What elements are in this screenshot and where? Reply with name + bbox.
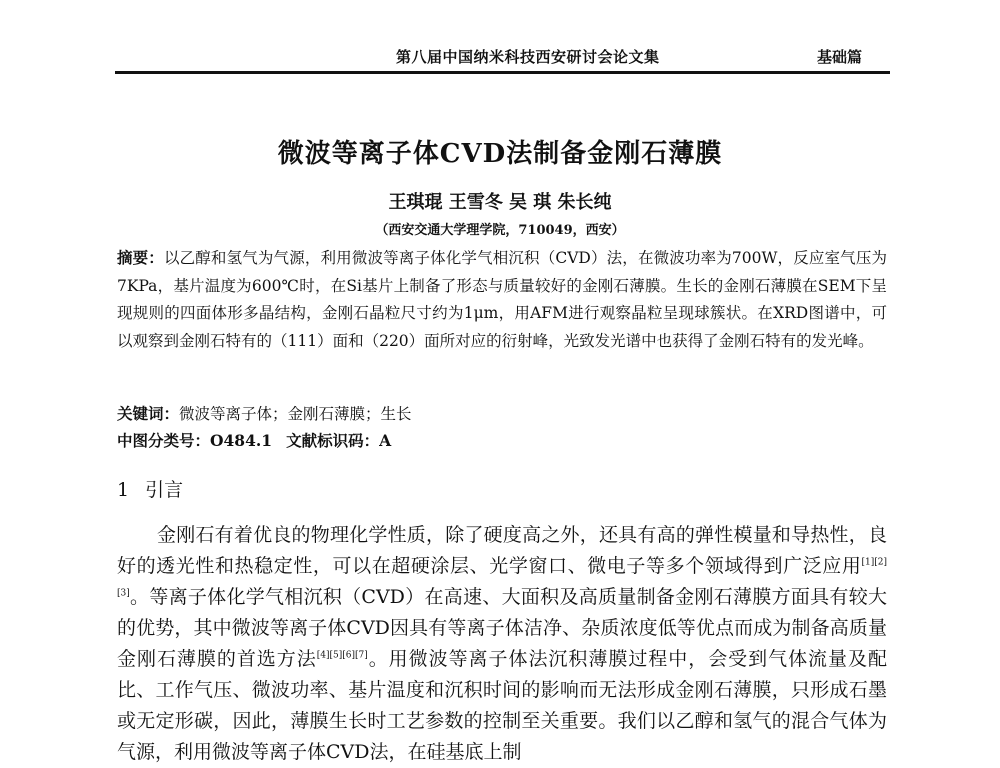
body-paragraph: [117, 520, 887, 768]
section-title: 引言: [145, 479, 184, 501]
keywords-text: 微波等离子体；金刚石薄膜；生长: [179, 405, 412, 423]
running-header-section: 基础篇: [817, 48, 863, 66]
keywords-label: 关键词：: [117, 404, 180, 423]
body-text-part2: 。等离子体化学气相沉积（CVD）在高速、大面积及高质量制备金刚石薄膜方面具有较大的优势，其中微波等离子体CVD因具有等离子体洁净、杂质浓度低等优点而成为制备高质量金刚石薄膜的首选方法: [117, 586, 887, 670]
clc-value: O484.1: [210, 431, 273, 450]
doc-code-label: 文献标识码：: [286, 431, 380, 450]
abstract-label: 摘要：: [117, 248, 164, 267]
citation-ref: [4][5][6][7]: [316, 650, 368, 661]
clc-label: 中图分类号：: [117, 431, 211, 450]
abstract-text: 以乙醇和氢气为气源，利用微波等离子体化学气相沉积（CVD）法，在微波功率为700W，反应室气压为7KPa，基片温度为600℃时，在Si基片上制备了形态与质量较好的金刚石薄膜。生长的金刚石薄膜在SEM下呈现规则的四面体形多晶结构，金刚石晶粒尺寸约为1μm，用AFM进行观察晶粒呈现球簇状。在XRD图谱中，可以观察到金刚石特有的（111）面和（220）面所对应的衍射峰，光致发光谱中也获得了金刚石特有的发光峰。: [117, 249, 887, 350]
affiliation: （西安交通大学理学院，710049，西安）: [375, 223, 625, 238]
paper-title: 微波等离子体CVD法制备金刚石薄膜: [277, 139, 723, 169]
running-header-journal: 第八届中国纳米科技西安研讨会论文集: [396, 48, 660, 66]
keywords: [117, 402, 412, 424]
header-rule: [115, 71, 890, 74]
citation-ref: [1][2][3]: [117, 557, 887, 599]
body-text-part3: 。用微波等离子体法沉积薄膜过程中，会受到气体流量及配比、工作气压、微波功率、基片温度和沉积时间的影响而无法形成金刚石薄膜，只形成石墨或无定形碳，因此，薄膜生长时工艺参数的控制至关重要。我们以乙醇和氢气的混合气体为气源，利用微波等离子体CVD法，在硅基底上制: [117, 648, 887, 763]
authors: 王琪琨 王雪冬 吴 琪 朱长纯: [388, 192, 612, 213]
doc-code-value: A: [379, 431, 392, 450]
classification: [117, 429, 391, 451]
section-heading: [117, 475, 183, 502]
section-number: 1: [117, 479, 130, 501]
body-text-part1: 金刚石有着优良的物理化学性质，除了硬度高之外，还具有高的弹性模量和导热性，良好的透光性和热稳定性，可以在超硬涂层、光学窗口、微电子等多个领域得到广泛应用: [117, 524, 887, 577]
abstract: [117, 244, 887, 355]
